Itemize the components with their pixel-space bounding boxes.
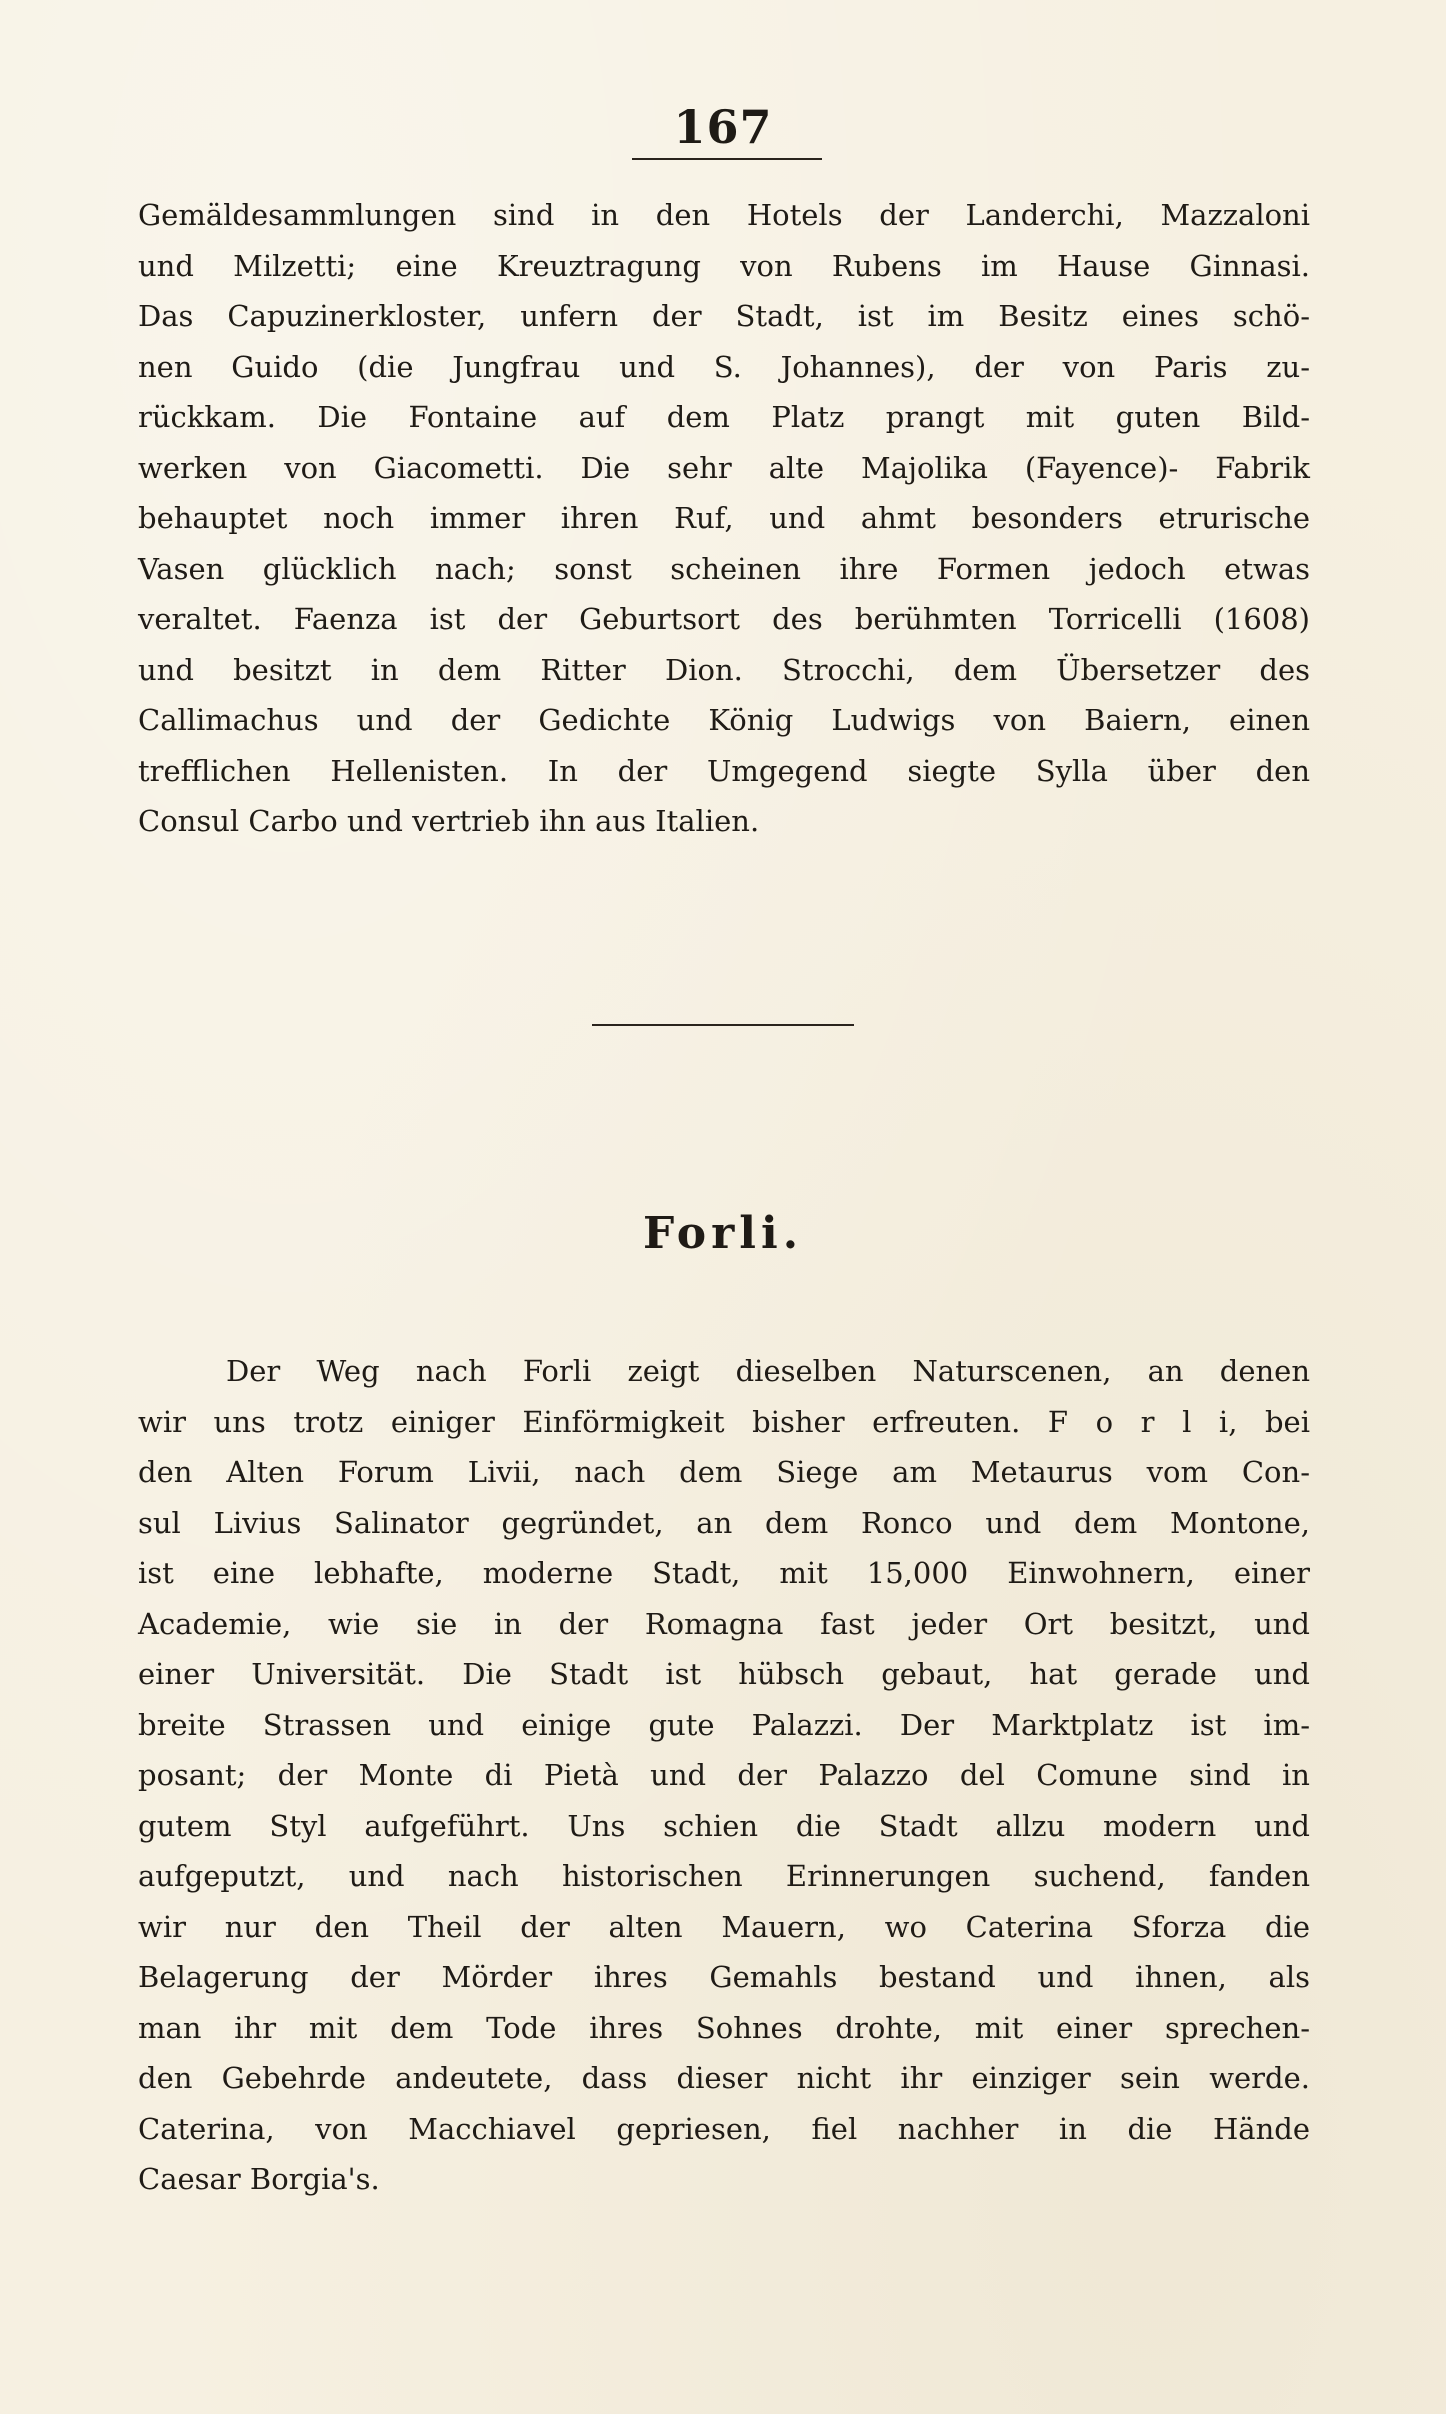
text-line: wir nur den Theil der alten Mauern, wo Caterina Sforza die [138,1909,1310,1944]
text-line: Belagerung der Mörder ihres Gemahls bestand und ihnen, als [138,1960,1310,1994]
page-number: 167 [673,100,773,154]
text-line: gutem Styl aufgeführt. Uns schien die Stadt allzu modern und [138,1808,1310,1843]
text-line: und besitzt in dem Ritter Dion. Strocchi, dem Übersetzer des [138,652,1310,687]
text-line: werken von Giacometti. Die sehr alte Majolika (Fayence)- Fabrik [138,450,1310,485]
text-line: und Milzetti; eine Kreuztragung von Rubens im Hause Ginnasi. [138,248,1310,283]
text-line: man ihr mit dem Tode ihres Sohnes drohte, mit einer sprechen- [138,2010,1310,2045]
text-line: behauptet noch immer ihren Ruf, und ahmt besonders etrurische [138,501,1310,535]
page-number-rule [632,158,822,160]
text-line: posant; der Monte di Pietà und der Palazzo del Comune sind in [138,1758,1310,1792]
text-line: einer Universität. Die Stadt ist hübsch gebaut, hat gerade und [138,1657,1310,1691]
section-title: Forli. [642,1208,804,1259]
text-line: Caesar Borgia's. [138,2162,380,2196]
text-line: breite Strassen und einige gute Palazzi. Der Marktplatz ist im- [138,1707,1310,1742]
paragraph-faenza [138,190,1310,847]
text-line: nen Guido (die Jungfrau und S. Johannes), der von Paris zu- [138,349,1310,384]
text-line: Academie, wie sie in der Romagna fast jeder Ort besitzt, und [138,1606,1310,1641]
text-line: sul Livius Salinator gegründet, an dem Ronco und dem Montone, [138,1505,1310,1540]
text-line: wir uns trotz einiger Einförmigkeit bisher erfreuten. F o r l i, bei [138,1404,1310,1439]
text-line: Gemäldesammlungen sind in den Hotels der Landerchi, Mazzaloni [138,198,1310,232]
text-line: rückkam. Die Fontaine auf dem Platz prangt mit guten Bild- [138,400,1310,434]
text-line: ist eine lebhafte, moderne Stadt, mit 15,000 Einwohnern, einer [138,1556,1310,1590]
paragraph-forli [138,1346,1310,2205]
text-line: trefflichen Hellenisten. In der Umgegend siegte Sylla über den [138,753,1310,788]
section-divider [592,1024,854,1026]
text-line: veraltet. Faenza ist der Geburtsort des berühmten Torricelli (1608) [138,602,1310,636]
text-line: Callimachus und der Gedichte König Ludwigs von Baiern, einen [138,703,1310,737]
text-line: Consul Carbo und vertrieb ihn aus Italien. [138,804,760,838]
text-line: aufgeputzt, und nach historischen Erinnerungen suchend, fanden [138,1859,1310,1893]
text-line: Vasen glücklich nach; sonst scheinen ihre Formen jedoch etwas [138,551,1310,586]
text-line: Caterina, von Macchiavel gepriesen, fiel nachher in die Hände [138,2111,1310,2146]
text-line: Das Capuzinerkloster, unfern der Stadt, ist im Besitz eines schö- [138,299,1310,333]
text-line: den Gebehrde andeutete, dass dieser nicht ihr einziger sein werde. [138,2061,1310,2095]
text-line: den Alten Forum Livii, nach dem Siege am Metaurus vom Con- [138,1455,1310,1489]
text-line: Der Weg nach Forli zeigt dieselben Naturscenen, an denen [226,1354,1310,1388]
